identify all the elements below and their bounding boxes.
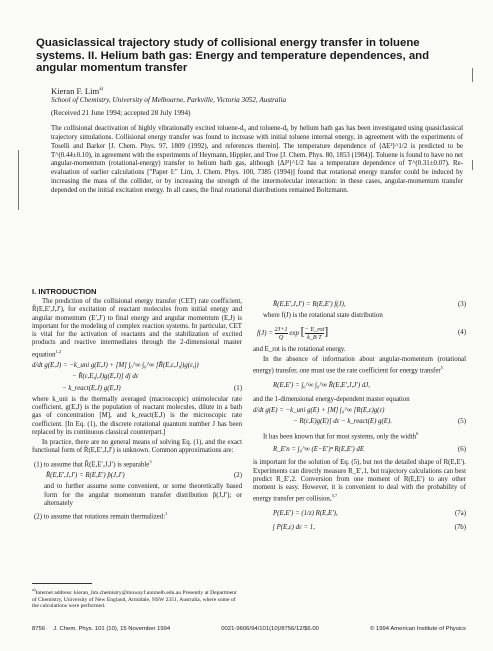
equation-5-number: (5) xyxy=(458,418,466,426)
equation-6-number: (6) xyxy=(458,446,466,454)
journal-citation: J. Chem. Phys. 101 (10), 15 November 1994 xyxy=(53,626,171,632)
equation-6 xyxy=(253,446,466,454)
equation-rate-integral-body: R(E,E′) = ∫₀^∞ ∫₀^∞ R̂(E,E′,J,J′) dJ, xyxy=(273,381,370,389)
approximation-item-2-text: (2) to assume that rotations remain thermalized: xyxy=(34,513,166,521)
equation-5-part-1: d/dt g(E) = −k_uni g(E) + [M] ∫₀^∞ [R(E,ε)g(ε) xyxy=(253,407,385,415)
paragraph-rate-coefficient xyxy=(253,356,466,376)
equation-6-body: R_E′n = ∫₀^∞ (E−E′)ⁿ R(E,E′) dE xyxy=(273,446,364,454)
text-master-equation: and the 1-dimensional energy-dependent master equation xyxy=(253,395,410,403)
equation-2 xyxy=(32,472,242,480)
margin-mark-1 xyxy=(472,68,473,82)
approximation-item-1-continued: and to further assume some convenient, or some theoretically based form for the angular momentum transfer distribution p̂(J,J′); or alternately xyxy=(44,483,242,507)
equation-3-body: R̂(E,E′,J,J′) = R(E,E′) f(J), xyxy=(273,301,346,308)
equation-4-body: f(J) = $\frac{2J+1}{Q}$ exp [ − E_rot k_B T ] xyxy=(257,323,329,341)
paragraph-moments xyxy=(253,459,466,504)
equation-1-part-1: d/dt g(E,J) = −k_uni g(E,J) + [M] ∫₀^∞ ∫₀^∞ [R̂(E,ε,J,j)g(ε,j) xyxy=(32,362,199,370)
approximation-item-1-text: (1) to assume that R̂(E,E′,J,J′) is separable xyxy=(34,460,150,468)
ref-marker: 1 xyxy=(165,511,168,517)
equation-7a xyxy=(253,510,466,518)
paragraph-width xyxy=(253,430,466,442)
equation-4-number: (4) xyxy=(458,328,466,336)
abstract xyxy=(51,125,463,196)
author-name xyxy=(51,86,103,96)
equation-1-part-2: − R̂(ε,E,j,J)g(E,J)] dj dε xyxy=(72,373,139,381)
page-footer xyxy=(32,626,466,632)
right-column xyxy=(253,298,466,538)
equation-7b-number: (7b) xyxy=(454,524,466,532)
equation-4-exponent-num: − E_rot xyxy=(304,325,325,333)
equation-1-line-3 xyxy=(32,385,242,393)
equation-7b-body: ∫ P(E,ε) dε = 1, xyxy=(273,524,315,532)
equation-3 xyxy=(253,301,466,309)
paper-title: Quasiclassical trajectory study of collisional energy transfer in toluene systems. II. Helium bath gas: Energy and temperature dependences, and angular momentum transfer xyxy=(36,37,430,75)
equation-4-exponent-den: k_B T xyxy=(307,333,322,341)
ref-marker: 6 xyxy=(416,430,419,436)
ref-marker: 3 xyxy=(149,458,152,464)
equation-7b xyxy=(253,524,466,532)
footer-left xyxy=(32,626,170,632)
author-text: Kieran F. Lim xyxy=(51,86,100,96)
equation-4-prefactor xyxy=(275,326,288,341)
section-heading: I. INTRODUCTION xyxy=(32,287,97,296)
equation-7a-number: (7a) xyxy=(454,509,466,517)
equation-4 xyxy=(253,323,466,341)
margin-mark-3 xyxy=(18,150,19,210)
received-dates: (Received 21 June 1994; accepted 28 July 1994) xyxy=(51,109,191,117)
footnote-label: a) xyxy=(32,587,36,592)
equation-5-part-2: − R(ε,E)g(E)] dε − k_react(E) g(E). xyxy=(293,418,392,426)
left-column xyxy=(32,298,242,524)
equation-4-lhs: f(J) = xyxy=(257,329,273,337)
equation-1-number: (1) xyxy=(234,384,242,392)
equation-rate-integral xyxy=(253,382,466,390)
ref-marker: 1,2 xyxy=(55,348,62,354)
equation-1-part-3: − k_react(E,J) g(E,J) xyxy=(62,384,121,392)
author-affiliation: School of Chemistry, University of Melbourne, Parkville, Victoria 3052, Australia xyxy=(51,96,287,104)
paragraph-width-text: It has been known that for most systems, only the width xyxy=(263,432,417,440)
intro-paragraph-1-text: The prediction of the collisional energy transfer (CET) rate coefficient, R̂(E,E′,J,J′), for excitation of reactant molecules from initial energy and angular momentum (E′,J′) to final energy and angular momentum (E,J) is important for the modeling of complex reaction systems. In particular, CET is vital for the activation of reactants and the stabilization of excited products and reactive intermediates through the 2-dimensional master equation xyxy=(32,298,242,358)
ref-marker: 5,7 xyxy=(331,493,338,499)
intro-paragraph-1 xyxy=(32,298,242,359)
text-after-eq3: where f(J) is the rotational state distribution xyxy=(263,312,383,320)
abstract-text: The collisional deactivation of highly vibrationally excited toluene-d₀ and toluene-d₈ by helium bath gas has been investigated using quasiclassical trajectory simulations. Collisional energy transfer was found to increase with initial toluene internal energy, in agreement with the experiments of Toselli and Barker [J. Chem. Phys. 97, 1809 (1992), and references therein]. The temperature dependence of ⟨ΔE²⟩^1/2 is predicted to be T^(0.44±0.10), in agreement with the experiments of Heymann, Hippler, and Troe [J. Chem. Phys. 80, 1853 (1984)]. Toluene is found to have no net angular-momentum (rotational-energy) transfer to helium bath gas, although ⟨ΔJ²⟩^1/2 has a temperature dependence of T^(0.31±0.07). Re-evaluation of earlier calculations ["Paper I:" Lim, J. Chem. Phys. 100, 7385 (1994)] found that rotational energy transfer could be induced by increasing the mass of the collider, or by increasing the strength of the intermolecular interaction: in these cases, angular-momentum transfer depended on the initial excitation energy. In all cases, the final rotational distributions remained Boltzmann. xyxy=(51,125,463,194)
author-footnote xyxy=(32,587,242,610)
intro-paragraph-3: In practice, there are no general means of solving Eq. (1), and the exact functional form of R̂(E,E′,J,J′) is unknown. Common approximations are: xyxy=(32,439,242,455)
equation-2-body: R̂(E,E′,J,J′) = R(E,E′) p̂(J,J′) xyxy=(46,472,125,480)
equation-3-number: (3) xyxy=(458,301,466,308)
paragraph-moments-text: is important for the solution of Eq. (5), but not the detailed shape of R(E,E′). Experiments can directly measure R_E′,1, but trajectory calculations can best predict R_E′,2. Conversion from one moment of R(E,E′) to any other moment is easy. However, it is convenient to deal with the probability of energy transfer per collision, xyxy=(253,459,466,503)
intro-paragraph-2: where k_uni is the thermally averaged (macroscopic) unimolecular rate coefficient, g(E,J) is the population of reactant molecules, dilute in a bath gas of concentration [M], and k_react(E,J) is the microscopic rate coefficient. [In Eq. (1), the discrete rotational quantum number J has been replaced by its continuous classical counterpart.] xyxy=(32,395,242,436)
equation-1-line-2 xyxy=(32,373,242,381)
page-number: 8756 xyxy=(32,626,46,632)
text-after-eq4: and E_rot is the rotational energy. xyxy=(253,345,346,353)
author-footnote-marker: a) xyxy=(99,87,104,93)
article-code: 0021-9606/94/101(10)/8756/12/$6.00 xyxy=(221,626,319,632)
equation-5-line-1 xyxy=(253,407,466,415)
footnote-item xyxy=(32,587,242,610)
copyright-notice: © 1994 American Institute of Physics xyxy=(369,626,466,632)
equation-4-exp: exp xyxy=(289,329,299,337)
equation-2-number: (2) xyxy=(234,472,242,480)
equation-4-prefactor-den: Q xyxy=(278,333,284,341)
equation-5-line-2 xyxy=(253,418,466,426)
approximation-item-1 xyxy=(32,458,242,470)
equation-1-line-1 xyxy=(32,362,242,370)
equation-7a-body: P(E,E′) = (1/z) R(E,E′), xyxy=(273,509,338,517)
footnote-text: Internet address: kieran_lim.chemistry@muwayf.unimelb.edu.au Presently at Department of Chemistry, University of New England, Armidale, NSW 2351, Australia, where some of the calculations were performed. xyxy=(32,589,237,610)
equation-4-prefactor-num: 2J+1 xyxy=(274,325,288,333)
margin-mark-2 xyxy=(472,160,473,170)
paragraph-rate-coefficient-text: In the absence of information about angular-momentum (rotational energy) transfer, one must use the rate coefficient for energy transfer xyxy=(253,355,466,375)
approximation-item-2 xyxy=(32,510,242,522)
footnote-rule xyxy=(32,583,92,584)
equation-4-exponent xyxy=(305,326,325,341)
ref-marker: 5 xyxy=(440,365,443,370)
